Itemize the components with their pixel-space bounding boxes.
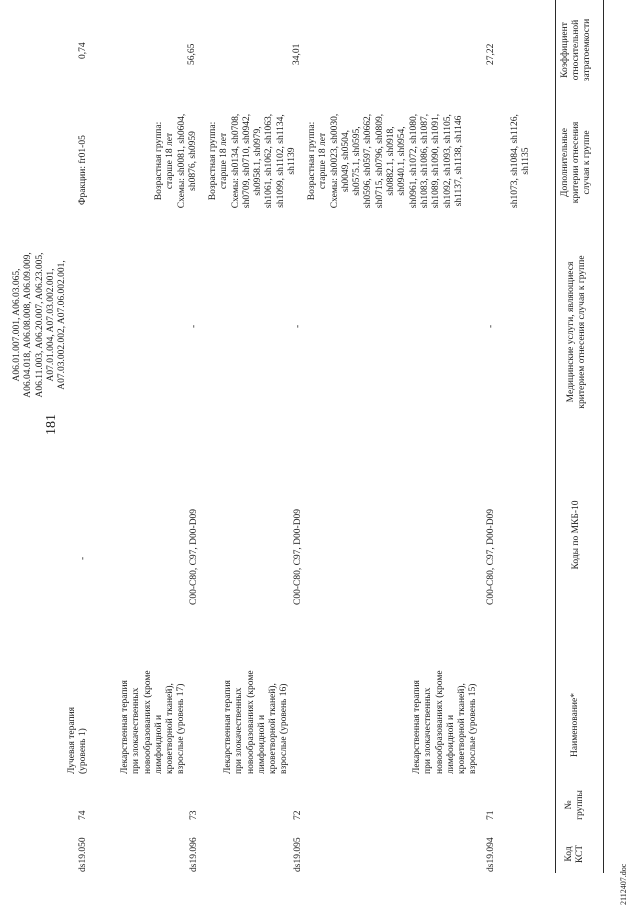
row-name: Лучевая терапия (уровень 1): [67, 706, 89, 774]
header-code: Код КСТ: [564, 844, 585, 864]
table-header-bottom-border: [603, 0, 604, 873]
row-services: A06.01.007.001, A06.03.065, A06.04.018, A06.08.008, A06.09.009, A06.11.003, A06.20.007, A06.23.005, A07.01.004, A07.03.002.001, A07.03.002.002, A07.06.002.001,: [12, 252, 68, 398]
row-number: 72: [293, 810, 303, 820]
row-criteria: Возрастная группа: старше 18 лет Схемы: sh0023, sh0030, sh0049, sh0504, sh0575.1, sh0595, sh0596, sh0597, sh0662, sh0715, sh0796, sh0809, sh0882.1, sh0918, sh0940.1, sh0954, sh0961, sh1072, sh1080, sh1083, sh1086, sh1087, sh1089, sh1090, sh1091, sh1092, sh1093, sh1105, sh1137, sh1138, sh1146: [307, 113, 464, 209]
header-number: № группы: [564, 790, 585, 820]
row-name: Лекарственная терапия при злокачественных новообразованиях (кроме лимфоидной и кроветворной тканей), взрослые (уровень 17): [120, 670, 187, 774]
header-mkb: Коды по МКБ-10: [571, 500, 581, 570]
row-number: 74: [78, 810, 88, 820]
table-top-border: [555, 0, 556, 873]
carry-over-criteria: sh1073, sh1084, sh1126, sh1135: [510, 114, 532, 208]
header-name: Наименование*: [570, 693, 580, 757]
row-coef: 34,01: [292, 43, 302, 65]
row-mkb: C00-C80, C97, D00-D09: [293, 508, 303, 605]
row-coef: 27,22: [486, 43, 496, 65]
row-criteria: Фракции: fr01-05: [78, 135, 88, 205]
row-mkb: C00-C80, C97, D00-D09: [189, 508, 199, 605]
row-code: ds19.050: [78, 837, 88, 872]
row-code: ds19.094: [486, 837, 496, 872]
row-services: -: [486, 324, 496, 328]
header-coef: Коэффициент относительной затратоемкости: [560, 18, 592, 82]
row-mkb: -: [78, 556, 88, 560]
row-criteria: Возрастная группа: старше 18 лет Схемы: sh0081, sh0604, sh0876, sh0959: [154, 113, 198, 209]
page-number: 181: [44, 414, 59, 435]
row-code: ds19.096: [189, 837, 199, 872]
row-code: ds19.095: [293, 837, 303, 872]
row-mkb: C00-C80, C97, D00-D09: [486, 508, 496, 605]
row-coef: 56,65: [187, 43, 197, 65]
row-name: Лекарственная терапия при злокачественных новообразованиях (кроме лимфоидной и кроветворной тканей), взрослые (уровень 15): [412, 670, 479, 774]
row-services: -: [293, 324, 303, 328]
row-criteria: Возрастная группа: старше 18 лет Схемы: sh0134, sh0708, sh0709, sh0710, sh0942, sh0958.1, sh0979, sh1061, sh1062, sh1063, sh1099, sh1102, sh1134, sh1139: [208, 113, 298, 209]
row-number: 73: [189, 810, 199, 820]
header-services: Медицинские услуги, являющиеся критерием отнесения случая к группе: [566, 255, 587, 409]
row-number: 71: [486, 810, 496, 820]
row-coef: 0,74: [78, 42, 88, 59]
row-services: -: [189, 324, 199, 328]
file-label: 2112407.doc: [619, 863, 628, 905]
header-criteria: Дополнительные критерии отнесения случая к группе: [560, 121, 592, 204]
row-name: Лекарственная терапия при злокачественных новообразованиях (кроме лимфоидной и кроветворной тканей), взрослые (уровень 16): [223, 670, 290, 774]
